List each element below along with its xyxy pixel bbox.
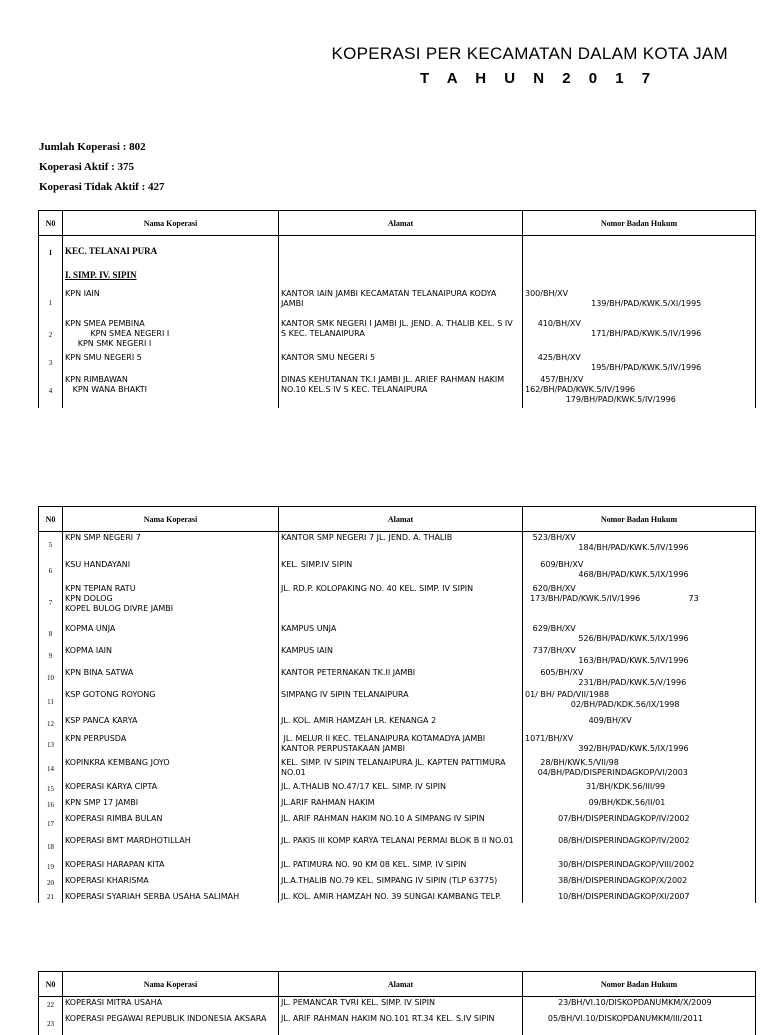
legal-entity-number: 629/BH/XV 526/BH/PAD/KWK.5/IX/1996 bbox=[523, 623, 756, 645]
table-row bbox=[39, 374, 756, 408]
legal-entity-number: 737/BH/XV 163/BH/PAD/KWK.5/IV/1996 bbox=[523, 645, 756, 667]
table-row bbox=[39, 757, 756, 781]
cooperative-address: JL.ARIF RAHMAN HAKIM bbox=[279, 797, 523, 813]
cooperative-address: JL. ARIF RAHMAN HAKIM NO.10 A SIMPANG IV SIPIN bbox=[279, 813, 523, 835]
row-number: 13 bbox=[39, 733, 63, 757]
row-number: 21 bbox=[39, 891, 63, 903]
legal-entity-number: 38/BH/DISPERINDAGKOP/X/2002 bbox=[523, 875, 756, 891]
cooperative-address: KAMPUS IAIN bbox=[279, 645, 523, 667]
row-number: 16 bbox=[39, 797, 63, 813]
cooperative-address: KANTOR SMK NEGERI I JAMBI JL. JEND. A. THALIB KEL. S IV S KEC. TELANAIPURA bbox=[279, 318, 523, 352]
legal-entity-number: 09/BH/KDK.56/II/01 bbox=[523, 797, 756, 813]
table-row bbox=[39, 288, 756, 318]
cooperative-address: JL. KOL. AMIR HAMZAH NO. 39 SUNGAI KAMBANG TELP. bbox=[279, 891, 523, 903]
row-number: 6 bbox=[39, 559, 63, 583]
legal-entity-number: 1071/BH/XV 392/BH/PAD/KWK.5/IX/1996 bbox=[523, 733, 756, 757]
cooperative-address: KANTOR PETERNAKAN TK.II JAMBI bbox=[279, 667, 523, 689]
year-title: T A H U N 2 0 1 7 bbox=[420, 70, 658, 87]
cooperative-name: KPN PERPUSDA bbox=[63, 733, 279, 757]
cooperative-address: JL. MELUR II KEC. TELANAIPURA KOTAMADYA JAMBI KANTOR PERPUSTAKAAN JAMBI bbox=[279, 733, 523, 757]
row-number: 23 bbox=[39, 1013, 63, 1035]
cooperative-name: KSP PANCA KARYA bbox=[63, 715, 279, 733]
cooperative-name: KOPERASI KHARISMA bbox=[63, 875, 279, 891]
legal-entity-number: 10/BH/DISPERINDAGKOP/XI/2007 bbox=[523, 891, 756, 903]
legal-entity-number: 05/BH/VI.10/DISKOPDANUMKM/III/2011 bbox=[523, 1013, 756, 1035]
row-number: 18 bbox=[39, 835, 63, 859]
inactive-count: Koperasi Tidak Aktif : 427 bbox=[39, 181, 165, 193]
row-number: 9 bbox=[39, 645, 63, 667]
col-nbh-header: Nomor Badan Hukum bbox=[523, 972, 756, 997]
row-number: 3 bbox=[39, 352, 63, 374]
section-name: KEC. TELANAI PURA bbox=[63, 236, 279, 262]
table-row bbox=[39, 623, 756, 645]
row-number: 19 bbox=[39, 859, 63, 875]
cooperative-name: KOPINKRA KEMBANG JOYO bbox=[63, 757, 279, 781]
active-count: Koperasi Aktif : 375 bbox=[39, 161, 135, 173]
section-row bbox=[39, 236, 756, 262]
legal-entity-number: 08/BH/DISPERINDAGKOP/IV/2002 bbox=[523, 835, 756, 859]
legal-entity-number: 523/BH/XV 184/BH/PAD/KWK.5/IV/1996 bbox=[523, 532, 756, 559]
cooperative-name: KPN SMP NEGERI 7 bbox=[63, 532, 279, 559]
col-no-header: N0 bbox=[39, 972, 63, 997]
col-nama-header: Nama Koperasi bbox=[63, 507, 279, 532]
cooperative-address: JL. A.THALIB NO.47/17 KEL. SIMP. IV SIPIN bbox=[279, 781, 523, 797]
cooperative-address: JL. PATIMURA NO. 90 KM 08 KEL. SIMP. IV SIPIN bbox=[279, 859, 523, 875]
legal-entity-number: 01/ BH/ PAD/VII/1988 02/BH/PAD/KDK.56/IX/1998 bbox=[523, 689, 756, 715]
col-no-header: N0 bbox=[39, 507, 63, 532]
row-number: 4 bbox=[39, 374, 63, 408]
cooperative-name: KOPERASI BMT MARDHOTILLAH bbox=[63, 835, 279, 859]
table-row bbox=[39, 813, 756, 835]
cooperative-name: KPN TEPIAN RATU KPN DOLOG KOPEL BULOG DIVRE JAMBI bbox=[63, 583, 279, 623]
row-number: 17 bbox=[39, 813, 63, 835]
table-row bbox=[39, 667, 756, 689]
cooperative-address: DINAS KEHUTANAN TK.I JAMBI JL. ARIEF RAHMAN HAKIM NO.10 KEL.S IV S KEC. TELANAIPURA bbox=[279, 374, 523, 408]
row-number: 14 bbox=[39, 757, 63, 781]
row-number: 1 bbox=[39, 288, 63, 318]
row-number: 15 bbox=[39, 781, 63, 797]
cooperative-name: KPN IAIN bbox=[63, 288, 279, 318]
row-number: 10 bbox=[39, 667, 63, 689]
table-header-row bbox=[39, 507, 756, 532]
cooperative-name: KPN BINA SATWA bbox=[63, 667, 279, 689]
table-row bbox=[39, 583, 756, 623]
cooperative-name: KPN SMP 17 JAMBI bbox=[63, 797, 279, 813]
table-header-row bbox=[39, 211, 756, 236]
col-nbh-header: Nomor Badan Hukum bbox=[523, 211, 756, 236]
cooperative-name: KOPERASI PEGAWAI REPUBLIK INDONESIA AKSARA bbox=[63, 1013, 279, 1035]
cooperative-table-page-2 bbox=[38, 506, 756, 903]
cooperative-name: KOPERASI MITRA USAHA bbox=[63, 997, 279, 1013]
legal-entity-number: 300/BH/XV 139/BH/PAD/KWK.5/XI/1995 bbox=[523, 288, 756, 318]
cooperative-address: KEL. SIMP. IV SIPIN TELANAIPURA JL. KAPTEN PATTIMURA NO.01 bbox=[279, 757, 523, 781]
row-number: 22 bbox=[39, 997, 63, 1013]
cooperative-address: JL. RD.P. KOLOPAKING NO. 40 KEL. SIMP. IV SIPIN bbox=[279, 583, 523, 623]
table-row bbox=[39, 532, 756, 559]
table-row bbox=[39, 891, 756, 903]
row-number: 11 bbox=[39, 689, 63, 715]
legal-entity-number: 609/BH/XV 468/BH/PAD/KWK.5/IX/1996 bbox=[523, 559, 756, 583]
cooperative-address: KANTOR IAIN JAMBI KECAMATAN TELANAIPURA KODYA JAMBI bbox=[279, 288, 523, 318]
subsection-row bbox=[39, 262, 756, 288]
col-alamat-header: Alamat bbox=[279, 211, 523, 236]
table-header-row bbox=[39, 972, 756, 997]
legal-entity-number: 425/BH/XV 195/BH/PAD/KWK.5/IV/1996 bbox=[523, 352, 756, 374]
table-row bbox=[39, 875, 756, 891]
table-row bbox=[39, 645, 756, 667]
page-title: KOPERASI PER KECAMATAN DALAM KOTA JAM bbox=[331, 44, 728, 63]
cooperative-table-page-1 bbox=[38, 210, 756, 408]
col-alamat-header: Alamat bbox=[279, 507, 523, 532]
legal-entity-number: 30/BH/DISPERINDAGKOP/VIII/2002 bbox=[523, 859, 756, 875]
cooperative-address: KEL. SIMP.IV SIPIN bbox=[279, 559, 523, 583]
row-number: 2 bbox=[39, 318, 63, 352]
row-number: 8 bbox=[39, 623, 63, 645]
legal-entity-number: 457/BH/XV 162/BH/PAD/KWK.5/IV/1996 179/BH/PAD/KWK.5/IV/1996 bbox=[523, 374, 756, 408]
col-nama-header: Nama Koperasi bbox=[63, 211, 279, 236]
cooperative-name: KOPERASI SYARIAH SERBA USAHA SALIMAH bbox=[63, 891, 279, 903]
row-number: 7 bbox=[39, 583, 63, 623]
col-nama-header: Nama Koperasi bbox=[63, 972, 279, 997]
subsection-name: I. SIMP. IV. SIPIN bbox=[63, 262, 279, 288]
cooperative-address: JL. PEMANCAR TVRI KEL. SIMP. IV SIPIN bbox=[279, 997, 523, 1013]
section-number: I bbox=[39, 236, 63, 262]
legal-entity-number: 23/BH/VI.10/DISKOPDANUMKM/X/2009 bbox=[523, 997, 756, 1013]
table-row bbox=[39, 352, 756, 374]
cooperative-name: KSU HANDAYANI bbox=[63, 559, 279, 583]
table-row bbox=[39, 797, 756, 813]
total-count: Jumlah Koperasi : 802 bbox=[39, 141, 146, 153]
cooperative-address: KANTOR SMU NEGERI 5 bbox=[279, 352, 523, 374]
cooperative-name: KSP GOTONG ROYONG bbox=[63, 689, 279, 715]
row-number: 20 bbox=[39, 875, 63, 891]
table-row bbox=[39, 715, 756, 733]
row-number: 12 bbox=[39, 715, 63, 733]
legal-entity-number: 07/BH/DISPERINDAGKOP/IV/2002 bbox=[523, 813, 756, 835]
cooperative-address: KAMPUS UNJA bbox=[279, 623, 523, 645]
table-row bbox=[39, 318, 756, 352]
cooperative-name: KPN SMEA PEMBINA KPN SMEA NEGERI I KPN SMK NEGERI I bbox=[63, 318, 279, 352]
cooperative-name: KOPERASI KARYA CIPTA bbox=[63, 781, 279, 797]
row-number: 5 bbox=[39, 532, 63, 559]
legal-entity-number: 605/BH/XV 231/BH/PAD/KWK.5/V/1996 bbox=[523, 667, 756, 689]
table-row bbox=[39, 835, 756, 859]
cooperative-address: JL.A.THALIB NO.79 KEL. SIMPANG IV SIPIN (TLP 63775) bbox=[279, 875, 523, 891]
table-row bbox=[39, 689, 756, 715]
legal-entity-number: 28/BH/KWK.5/VII/98 04/BH/PAD/DISPERINDAGKOP/VI/2003 bbox=[523, 757, 756, 781]
cooperative-address: SIMPANG IV SIPIN TELANAIPURA bbox=[279, 689, 523, 715]
cooperative-address: JL. PAKIS III KOMP KARYA TELANAI PERMAI BLOK B II NO.01 bbox=[279, 835, 523, 859]
cooperative-name: KOPMA IAIN bbox=[63, 645, 279, 667]
cooperative-address: JL. ARIF RAHMAN HAKIM NO.101 RT.34 KEL. S.IV SIPIN bbox=[279, 1013, 523, 1035]
col-no-header: N0 bbox=[39, 211, 63, 236]
legal-entity-number: 410/BH/XV 171/BH/PAD/KWK.5/IV/1996 bbox=[523, 318, 756, 352]
cooperative-address: KANTOR SMP NEGERI 7 JL. JEND. A. THALIB bbox=[279, 532, 523, 559]
legal-entity-number: 31/BH/KDK.56/III/99 bbox=[523, 781, 756, 797]
cooperative-address: JL. KOL. AMIR HAMZAH LR. KENANGA 2 bbox=[279, 715, 523, 733]
table-row bbox=[39, 733, 756, 757]
col-alamat-header: Alamat bbox=[279, 972, 523, 997]
summary-stats bbox=[39, 137, 165, 197]
cooperative-table-page-3 bbox=[38, 971, 756, 1035]
table-row bbox=[39, 997, 756, 1013]
cooperative-name: KOPERASI RIMBA BULAN bbox=[63, 813, 279, 835]
table-row bbox=[39, 781, 756, 797]
col-nbh-header: Nomor Badan Hukum bbox=[523, 507, 756, 532]
cooperative-name: KPN RIMBAWAN KPN WANA BHAKTI bbox=[63, 374, 279, 408]
cooperative-name: KOPERASI HARAPAN KITA bbox=[63, 859, 279, 875]
legal-entity-number: 620/BH/XV 173/BH/PAD/KWK.5/IV/1996 73 bbox=[523, 583, 756, 623]
table-row bbox=[39, 559, 756, 583]
cooperative-name: KPN SMU NEGERI 5 bbox=[63, 352, 279, 374]
cooperative-name: KOPMA UNJA bbox=[63, 623, 279, 645]
table-row bbox=[39, 859, 756, 875]
legal-entity-number: 409/BH/XV bbox=[523, 715, 756, 733]
